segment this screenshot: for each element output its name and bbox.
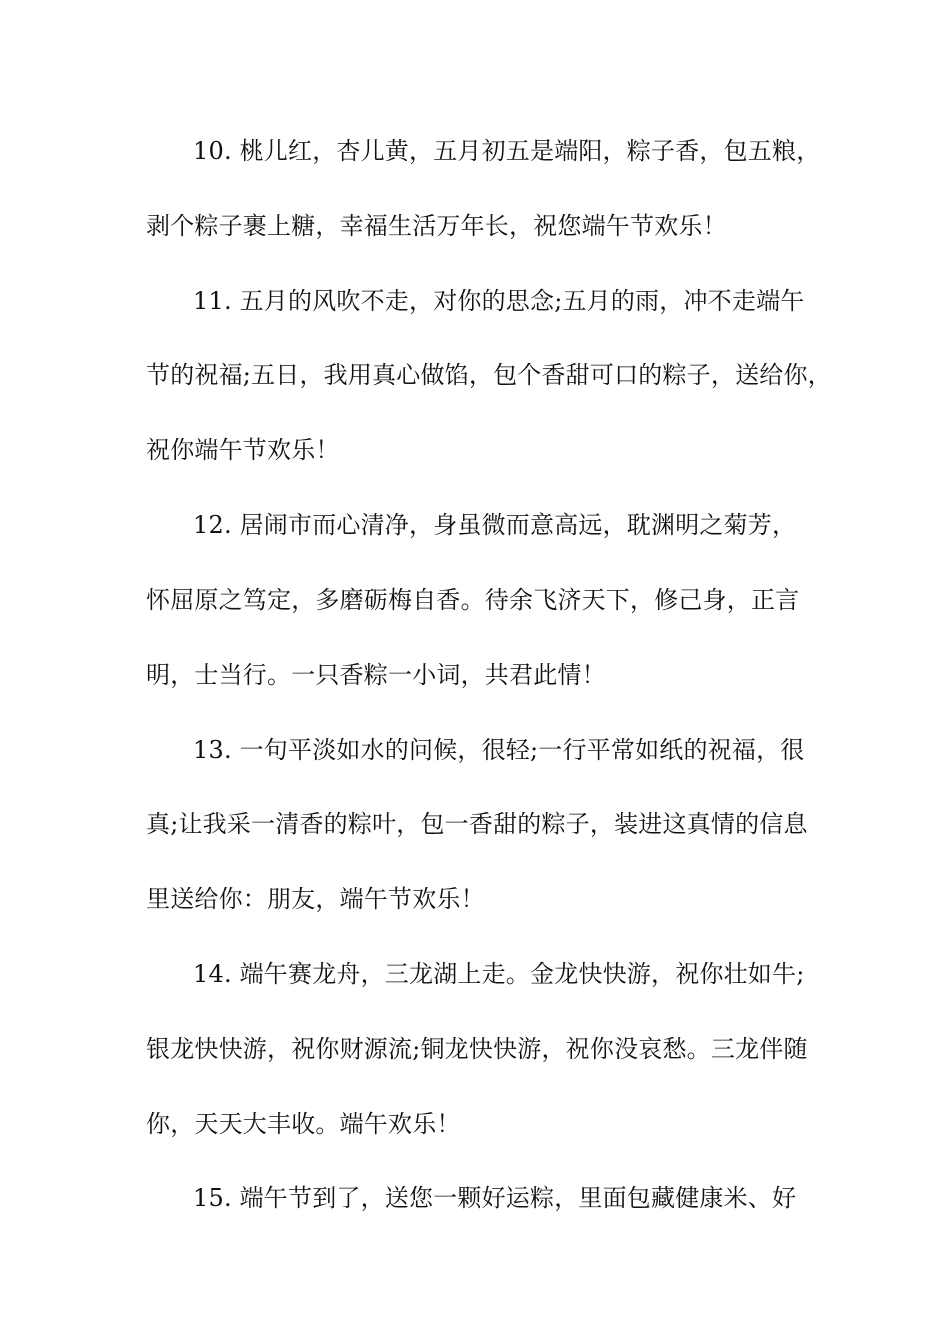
paragraph-10-line-2: 剥个粽子裹上糖，幸福生活万年长，祝您端午节欢乐！: [146, 212, 727, 240]
paragraph-12-line-1: 12. 居闹市而心清净，身虽微而意高远，耽渊明之菊芳，: [193, 511, 797, 539]
paragraph-10-line-1: 10. 桃儿红，杏儿黄，五月初五是端阳，粽子香，包五粮，: [193, 137, 821, 165]
paragraph-14-line-1: 14. 端午赛龙舟，三龙湖上走。金龙快快游，祝你壮如牛;: [193, 960, 805, 988]
paragraph-14-line-2: 银龙快快游，祝你财源流;铜龙快快游，祝你没哀愁。三龙伴随: [146, 1035, 808, 1063]
paragraph-14-line-3: 你，天天大丰收。端午欢乐！: [146, 1110, 461, 1138]
paragraph-15-line-1: 15. 端午节到了，送您一颗好运粽，里面包藏健康米、好: [193, 1184, 797, 1212]
paragraph-11-line-2: 节的祝福;五日，我用真心做馅，包个香甜可口的粽子，送给你，: [146, 361, 832, 389]
paragraph-11-line-1: 11. 五月的风吹不走，对你的思念;五月的雨，冲不走端午: [193, 287, 805, 315]
paragraph-11-line-3: 祝你端午节欢乐！: [146, 436, 340, 464]
paragraph-13-line-1: 13. 一句平淡如水的问候，很轻;一行平常如纸的祝福，很: [193, 736, 805, 764]
paragraph-13-line-2: 真;让我采一清香的粽叶，包一香甜的粽子，装进这真情的信息: [146, 810, 808, 838]
paragraph-12-line-3: 明，士当行。一只香粽一小词，共君此情！: [146, 661, 606, 689]
paragraph-12-line-2: 怀屈原之笃定，多磨砺梅自香。待余飞济天下，修己身，正言: [146, 586, 800, 614]
paragraph-13-line-3: 里送给你：朋友，端午节欢乐！: [146, 885, 485, 913]
